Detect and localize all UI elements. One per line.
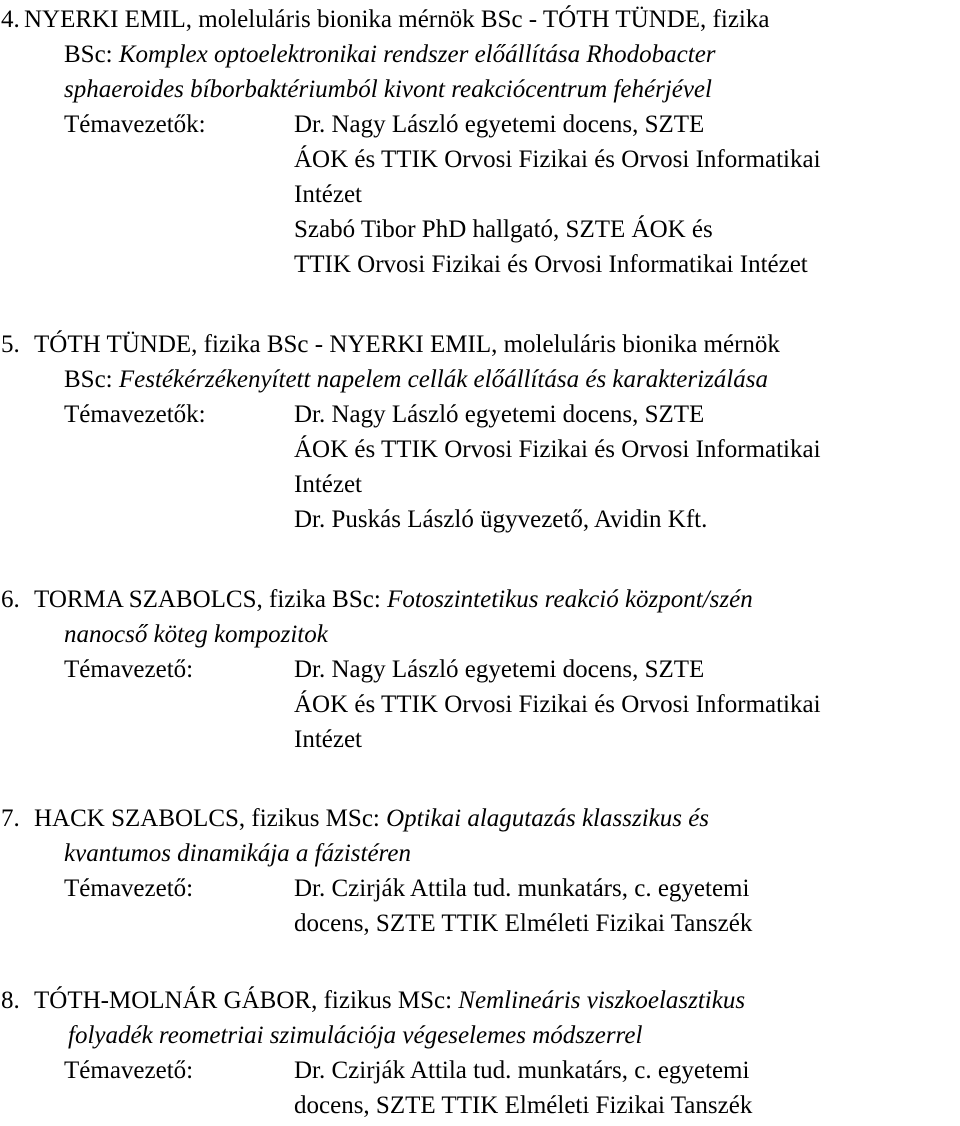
entry-number: 6. (1, 586, 20, 613)
thesis-title: Optikai alagutazás klasszikus és (386, 805, 710, 832)
entry-heading (0, 801, 960, 836)
advisor-line: ÁOK és TTIK Orvosi Fizikai és Orvosi Informatikai (294, 691, 821, 718)
advisor-line: Intézet (294, 471, 363, 498)
supervisor-line (0, 397, 960, 432)
advisor-line: Intézet (294, 726, 363, 753)
entry-number: 7. (1, 805, 20, 832)
advisor-line: Dr. Puskás László ügyvezető, Avidin Kft. (294, 506, 708, 533)
title-line (0, 617, 960, 652)
student-line: TÓTH-MOLNÁR GÁBOR, fizikus MSc: (34, 987, 453, 1014)
entry-heading (0, 582, 960, 617)
advisor-line: Dr. Nagy László egyetemi docens, SZTE (294, 111, 705, 138)
supervisor-line (0, 1053, 960, 1088)
degree-prefix: BSc: (64, 366, 119, 393)
thesis-entry-8 (0, 983, 960, 1123)
thesis-title: nanocső köteg kompozitok (64, 621, 328, 648)
entry-number: 4. (1, 6, 20, 33)
title-line (0, 72, 960, 107)
thesis-title: kvantumos dinamikája a fázistéren (64, 840, 411, 867)
student-line: TORMA SZABOLCS, fizika BSc: (34, 586, 381, 613)
student-line: TÓTH TÜNDE, fizika BSc - NYERKI EMIL, moleluláris bionika mérnök (34, 331, 780, 358)
supervisor-label: Témavezető: (64, 656, 194, 683)
advisor-line: Dr. Czirják Attila tud. munkatárs, c. egyetemi (294, 875, 750, 902)
thesis-title: Fotoszintetikus reakció központ/szén (387, 586, 753, 613)
entry-heading (0, 327, 960, 362)
thesis-entry-6 (0, 582, 960, 757)
degree-prefix: BSc: (64, 41, 119, 68)
thesis-entry-7 (0, 801, 960, 941)
title-line (0, 1018, 960, 1053)
thesis-title: folyadék reometriai szimulációja végeselemes módszerrel (68, 1022, 643, 1049)
advisor-line: ÁOK és TTIK Orvosi Fizikai és Orvosi Informatikai (294, 436, 821, 463)
title-line (0, 37, 960, 72)
advisor-line: Dr. Nagy László egyetemi docens, SZTE (294, 401, 705, 428)
advisor-line: docens, SZTE TTIK Elméleti Fizikai Tanszék (294, 1092, 753, 1119)
title-line (0, 362, 960, 397)
entry-number: 5. (1, 331, 20, 358)
thesis-title: Festékérzékenyített napelem cellák előállítása és karakterizálása (118, 366, 768, 393)
supervisor-label: Témavezető: (64, 1057, 194, 1084)
entry-number: 8. (1, 987, 20, 1014)
thesis-title: Nemlineáris viszkoelasztikus (458, 987, 746, 1014)
supervisor-label: Témavezetők: (64, 401, 206, 428)
advisor-line: Dr. Czirják Attila tud. munkatárs, c. egyetemi (294, 1057, 750, 1084)
supervisor-line (0, 871, 960, 906)
thesis-title: Komplex optoelektronikai rendszer előállítása Rhodobacter (118, 41, 716, 68)
supervisor-label: Témavezető: (64, 875, 194, 902)
advisor-line: docens, SZTE TTIK Elméleti Fizikai Tanszék (294, 910, 753, 937)
supervisor-line (0, 652, 960, 687)
student-line: NYERKI EMIL, moleluláris bionika mérnök BSc - TÓTH TÜNDE, fizika (24, 6, 770, 33)
advisor-line: Intézet (294, 181, 363, 208)
student-line: HACK SZABOLCS, fizikus MSc: (34, 805, 380, 832)
supervisor-line (0, 107, 960, 142)
advisor-line: ÁOK és TTIK Orvosi Fizikai és Orvosi Informatikai (294, 146, 821, 173)
title-line (0, 836, 960, 871)
thesis-entry-5 (0, 327, 960, 537)
entry-heading (0, 983, 960, 1018)
advisor-line: Szabó Tibor PhD hallgató, SZTE ÁOK és (294, 216, 713, 243)
supervisor-label: Témavezetők: (64, 111, 206, 138)
thesis-title: sphaeroides bíborbaktériumból kivont reakciócentrum fehérjével (64, 76, 712, 103)
advisor-line: TTIK Orvosi Fizikai és Orvosi Informatikai Intézet (294, 251, 808, 278)
thesis-entry-4 (0, 2, 960, 282)
advisor-line: Dr. Nagy László egyetemi docens, SZTE (294, 656, 705, 683)
entry-heading (0, 2, 960, 37)
